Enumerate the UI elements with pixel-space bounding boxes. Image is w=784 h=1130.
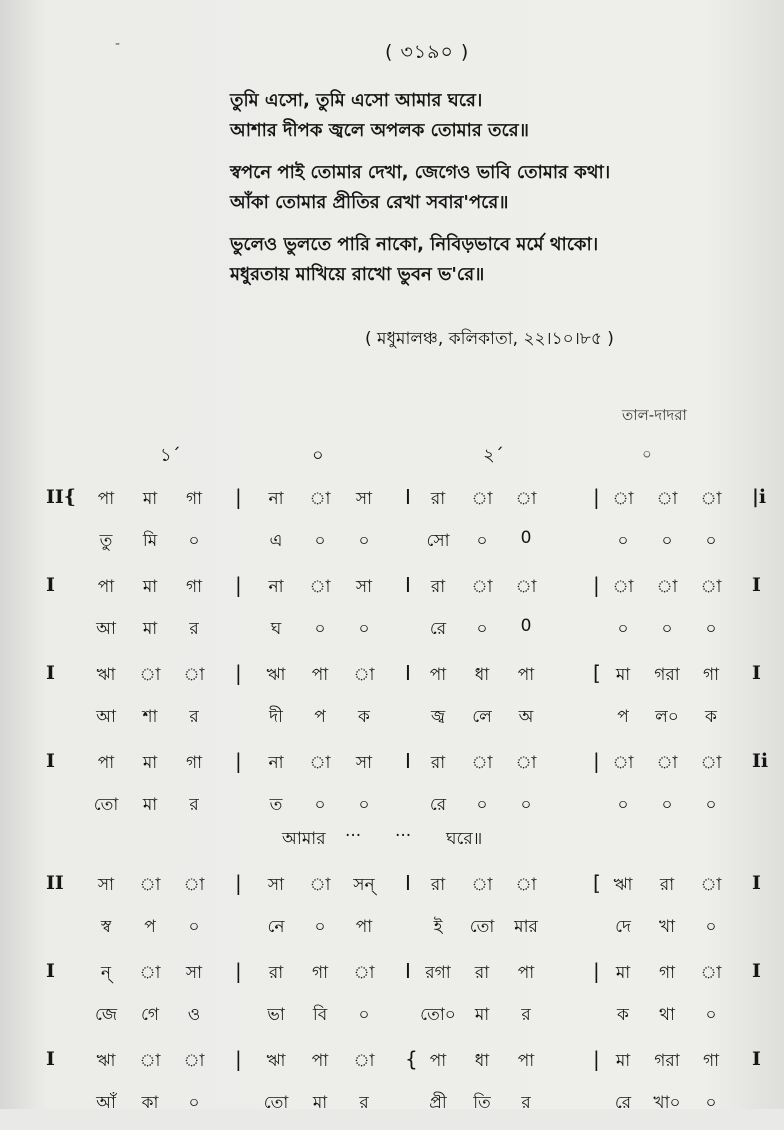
swara-note: না <box>268 489 284 509</box>
swara-note: া <box>353 665 375 685</box>
swara-note: া <box>515 875 537 895</box>
swara-note: পা <box>429 665 447 685</box>
swara-note: মা <box>142 577 158 597</box>
lyric-syllable: এ <box>269 531 283 551</box>
swara-note: পা <box>97 753 115 773</box>
lyric-syllable: প্রী <box>429 1093 447 1113</box>
swara-note: া <box>612 577 634 597</box>
swara-note: রা <box>268 963 284 983</box>
lyric-syllable: ০ <box>617 619 629 639</box>
notation-block <box>0 866 784 944</box>
bar-separator: I <box>405 749 411 773</box>
lyric-syllable: ০ <box>705 619 717 639</box>
swara-note: ধা <box>474 1051 490 1071</box>
bar-separator: | <box>593 749 600 773</box>
swara-row <box>0 656 784 698</box>
lyric-syllable: ০ <box>661 531 673 551</box>
swara-row <box>0 1042 784 1084</box>
end-barline: I <box>752 872 761 894</box>
swara-note: া <box>700 489 722 509</box>
lyric-syllable: ০ <box>314 917 326 937</box>
bar-separator: | <box>235 661 242 685</box>
lyric-syllable: ও <box>187 1005 201 1025</box>
end-barline: I <box>752 960 761 982</box>
swara-note: পা <box>517 665 535 685</box>
notation-block <box>0 954 784 1032</box>
swara-note: গরা <box>654 1051 680 1071</box>
lyric-line: আশার দীপক জ্বলে অপলক তোমার তরে॥ <box>230 120 529 141</box>
lyric-syllable: রে <box>429 619 447 639</box>
lyric-syllable-row <box>0 996 784 1032</box>
bar-separator: | <box>593 573 600 597</box>
lyric-syllable: ০ <box>188 1093 200 1113</box>
lyric-syllable: ০ <box>476 619 488 639</box>
swara-note: রা <box>659 875 675 895</box>
lyric-syllable: র <box>189 619 199 639</box>
return-cue-text: ঘরে॥ <box>446 829 483 849</box>
lyric-syllable: ০ <box>188 917 200 937</box>
end-barline: Ii <box>752 750 769 772</box>
bar-separator: | <box>235 573 242 597</box>
lyric-syllable: জে <box>94 1005 118 1025</box>
swara-note: না <box>268 753 284 773</box>
swara-note: সা <box>185 963 203 983</box>
lyric-syllable: দী <box>269 707 283 727</box>
end-barline: I <box>752 662 761 684</box>
bar-separator: | <box>235 871 242 895</box>
swara-note: পা <box>429 1051 447 1071</box>
lyric-syllable: প <box>617 707 629 727</box>
bar-separator: I <box>405 959 411 983</box>
lyric-syllable: ০ <box>705 1005 717 1025</box>
lyric-syllable: জ্ব <box>430 707 446 727</box>
lyric-syllable: তো <box>263 1093 289 1113</box>
lyric-syllable: ০ <box>705 795 717 815</box>
swara-note: ঋা <box>96 665 116 685</box>
lyric-syllable: তো <box>93 795 119 815</box>
lyric-syllable-row <box>0 610 784 646</box>
swara-note: পা <box>517 963 535 983</box>
lyric-syllable: ত <box>269 795 283 815</box>
swara-note: া <box>309 875 331 895</box>
bar-separator: I <box>405 573 411 597</box>
lyric-syllable: বি <box>312 1005 328 1025</box>
swara-note: া <box>656 753 678 773</box>
return-cue <box>0 822 784 856</box>
bar-separator: | <box>593 1047 600 1071</box>
lyric-line: মধুরতায় মাখিয়ে রাখো ভুবন ভ'রে॥ <box>230 264 485 285</box>
notation-block <box>0 1042 784 1120</box>
swara-note: া <box>700 875 722 895</box>
lyric-syllable: ঘ <box>270 619 282 639</box>
lyric-syllable: ক <box>358 707 370 727</box>
swara-note: ধা <box>474 665 490 685</box>
return-cue-text: ··· <box>345 826 362 846</box>
lyric-syllable: রে <box>429 795 447 815</box>
lyric-line: তুমি এসো, তুমি এসো আমার ঘরে। <box>230 90 483 111</box>
start-barline: I <box>46 1048 55 1070</box>
lyric-syllable: তো <box>469 917 495 937</box>
swara-note: া <box>515 577 537 597</box>
source-citation: ( মধুমালঞ্চ, কলিকাতা, ২২।১০।৮৫ ) <box>365 329 614 349</box>
lyric-syllable-row <box>0 1084 784 1120</box>
notation-block <box>0 568 784 646</box>
start-barline: I <box>46 574 55 596</box>
beat-mark: ০ <box>642 445 652 463</box>
bar-separator: | <box>593 485 600 509</box>
lyric-syllable: পা <box>355 917 373 937</box>
lyric-syllable: ক <box>617 1005 629 1025</box>
lyric-syllable-row <box>0 786 784 822</box>
lyric-syllable: ০ <box>617 795 629 815</box>
swara-note: গা <box>702 1051 720 1071</box>
swara-note: রা <box>430 875 446 895</box>
swara-row <box>0 568 784 610</box>
swara-note: া <box>656 577 678 597</box>
notation-block <box>0 744 784 856</box>
swara-note: া <box>139 875 161 895</box>
lyric-syllable: ০ <box>314 619 326 639</box>
swara-note: া <box>471 489 493 509</box>
lyric-syllable: অ <box>518 707 534 727</box>
swara-note: া <box>139 963 161 983</box>
lyric-syllable: রে <box>614 1093 632 1113</box>
lyric-syllable: ০ <box>358 795 370 815</box>
swara-note: া <box>183 665 205 685</box>
swara-note: সন্ <box>353 875 375 895</box>
lyric-syllable: মার <box>514 917 538 937</box>
bar-separator: I <box>405 661 411 685</box>
swara-note: া <box>700 577 722 597</box>
swara-note: না <box>268 577 284 597</box>
lyric-syllable-row <box>0 908 784 944</box>
swara-note: গা <box>185 577 203 597</box>
lyric-syllable: র <box>521 1093 531 1113</box>
swara-note: া <box>471 577 493 597</box>
swara-note: ঋা <box>613 875 633 895</box>
bar-separator: [ <box>593 871 601 895</box>
stanza <box>230 158 750 218</box>
swara-note: সা <box>267 875 285 895</box>
swara-note: মা <box>615 1051 631 1071</box>
bar-separator: | <box>235 749 242 773</box>
lyric-syllable: আঁ <box>96 1093 116 1113</box>
lyric-syllable: ০ <box>358 619 370 639</box>
lyric-syllable: র <box>359 1093 369 1113</box>
lyric-syllable: আ <box>96 619 116 639</box>
beat-mark: ০ <box>312 445 324 466</box>
lyric-syllable: ০ <box>314 795 326 815</box>
bar-separator: | <box>235 485 242 509</box>
start-barline: I <box>46 662 55 684</box>
swara-note: া <box>471 875 493 895</box>
bar-separator: { <box>405 1047 418 1071</box>
swara-note: সা <box>355 489 373 509</box>
bar-separator: [ <box>593 661 601 685</box>
swara-note: রা <box>474 963 490 983</box>
swara-note: া <box>612 489 634 509</box>
swara-note: সা <box>355 753 373 773</box>
margin-mark: - <box>115 36 121 52</box>
lyric-syllable: ০ <box>617 531 629 551</box>
swara-row <box>0 480 784 522</box>
lyric-syllable: তু <box>99 531 113 551</box>
lyric-syllable: ০ <box>520 795 532 815</box>
lyric-syllable: ০ <box>661 795 673 815</box>
swara-note: া <box>183 1051 205 1071</box>
lyric-syllable: ০ <box>314 531 326 551</box>
swara-note: গা <box>185 753 203 773</box>
swara-note: া <box>700 963 722 983</box>
end-barline: I <box>752 574 761 596</box>
return-cue-text: ··· <box>395 826 412 846</box>
swara-note: রগা <box>425 963 451 983</box>
lyric-syllable: খা <box>658 917 676 937</box>
lyric-syllable: র <box>189 707 199 727</box>
swara-row <box>0 954 784 996</box>
end-barline: |i <box>752 486 767 508</box>
notation-block <box>0 656 784 734</box>
lyric-syllable: ০ <box>705 531 717 551</box>
lyric-syllable: তি <box>473 1093 491 1113</box>
bar-separator: | <box>235 959 242 983</box>
lyric-syllable: গে <box>140 1005 160 1025</box>
swara-note: রা <box>430 489 446 509</box>
lyric-syllable: ০ <box>476 531 488 551</box>
swara-note: া <box>515 489 537 509</box>
lyric-syllable: প <box>314 707 326 727</box>
swara-note: া <box>612 753 634 773</box>
lyric-syllable: তো০ <box>420 1005 456 1025</box>
notation-block <box>0 480 784 558</box>
beat-mark: ২´ <box>483 445 504 466</box>
lyric-syllable: মা <box>474 1005 490 1025</box>
lyric-syllable: মি <box>142 531 158 551</box>
bar-separator: | <box>235 1047 242 1071</box>
lyric-syllable: খা০ <box>653 1093 681 1113</box>
swara-note: া <box>515 753 537 773</box>
bar-separator: | <box>593 959 600 983</box>
lyric-syllable: ক <box>705 707 717 727</box>
swara-note: া <box>139 665 161 685</box>
lyric-syllable: ০ <box>188 531 200 551</box>
lyric-syllable: মা <box>142 795 158 815</box>
swara-note: গা <box>185 489 203 509</box>
lyric-syllable-row <box>0 698 784 734</box>
lyric-syllable: র <box>521 1005 531 1025</box>
lyric-syllable-row <box>0 522 784 558</box>
swara-note: া <box>353 963 375 983</box>
start-barline: II <box>46 872 64 894</box>
lyric-syllable: মা <box>312 1093 328 1113</box>
swara-note: মা <box>615 665 631 685</box>
swara-note: ঋা <box>266 1051 286 1071</box>
swara-note: া <box>309 489 331 509</box>
lyric-syllable: সো <box>426 531 450 551</box>
start-barline: I <box>46 960 55 982</box>
lyric-syllable: ০ <box>705 917 717 937</box>
swaralipi-notation <box>0 480 784 1130</box>
lyric-syllable: শা <box>142 707 158 727</box>
swara-note: পা <box>311 1051 329 1071</box>
beat-mark: ১´ <box>160 445 181 466</box>
return-cue-text: আমার <box>282 829 326 849</box>
swara-note: রা <box>430 577 446 597</box>
lyric-syllable: থা <box>659 1005 675 1025</box>
swara-note: মা <box>142 753 158 773</box>
swara-note: ঋা <box>266 665 286 685</box>
swara-note: পা <box>517 1051 535 1071</box>
bar-separator: I <box>405 485 411 509</box>
swara-note: গা <box>658 963 676 983</box>
lyric-syllable: ০ <box>661 619 673 639</box>
swara-note: গা <box>311 963 329 983</box>
lyric-syllable: ল০ <box>655 707 679 727</box>
swara-note: মা <box>615 963 631 983</box>
lyric-syllable: ০ <box>358 1005 370 1025</box>
lyric-syllable: 0 <box>520 616 532 636</box>
swara-note: া <box>471 753 493 773</box>
lyric-syllable: নে <box>267 917 285 937</box>
stanza <box>230 230 750 290</box>
start-barline: I <box>46 750 55 772</box>
swara-note: া <box>656 489 678 509</box>
swara-note: পা <box>311 665 329 685</box>
swara-note: পা <box>97 489 115 509</box>
swara-note: া <box>309 753 331 773</box>
swara-note: গা <box>702 665 720 685</box>
lyric-line: ভুলেও ভুলতে পারি নাকো, নিবিড়ভাবে মর্মে থাকো। <box>230 234 599 255</box>
swara-note: া <box>183 875 205 895</box>
lyric-syllable: ০ <box>476 795 488 815</box>
lyric-syllable: ০ <box>705 1093 717 1113</box>
swara-note: া <box>700 753 722 773</box>
lyric-line: স্বপনে পাই তোমার দেখা, জেগেও ভাবি তোমার কথা। <box>230 162 611 183</box>
lyric-syllable: প <box>144 917 156 937</box>
stanza <box>230 86 750 146</box>
bar-separator: I <box>405 871 411 895</box>
swara-note: া <box>353 1051 375 1071</box>
swara-note: রা <box>430 753 446 773</box>
page-number: ( ৩১৯০ ) <box>385 41 470 63</box>
lyric-syllable: মা <box>142 619 158 639</box>
swara-note: গরা <box>654 665 680 685</box>
lyric-syllable: ০ <box>358 531 370 551</box>
lyric-syllable: কা <box>141 1093 159 1113</box>
tala-label: তাল-দাদরা <box>622 406 687 424</box>
lyric-syllable: আ <box>96 707 116 727</box>
swara-note: সা <box>355 577 373 597</box>
lyric-syllable: দে <box>615 917 631 937</box>
lyric-syllable: লে <box>472 707 492 727</box>
lyric-syllable: 0 <box>520 528 532 548</box>
lyric-syllable: ই <box>433 917 443 937</box>
swara-note: া <box>139 1051 161 1071</box>
swara-note: া <box>309 577 331 597</box>
swara-row <box>0 866 784 908</box>
swara-note: পা <box>97 577 115 597</box>
swara-row <box>0 744 784 786</box>
lyric-syllable: ভা <box>267 1005 285 1025</box>
lyric-line: আঁকা তোমার প্রীতির রেখা সবার'পরে॥ <box>230 192 509 213</box>
swara-note: ন্ <box>100 963 112 983</box>
start-barline: II{ <box>46 486 76 508</box>
swara-note: মা <box>142 489 158 509</box>
lyrics-block <box>230 86 750 302</box>
lyric-syllable: স্ব <box>100 917 112 937</box>
lyric-syllable: র <box>189 795 199 815</box>
swara-note: সা <box>97 875 115 895</box>
swara-note: ঋা <box>96 1051 116 1071</box>
end-barline: I <box>752 1048 761 1070</box>
